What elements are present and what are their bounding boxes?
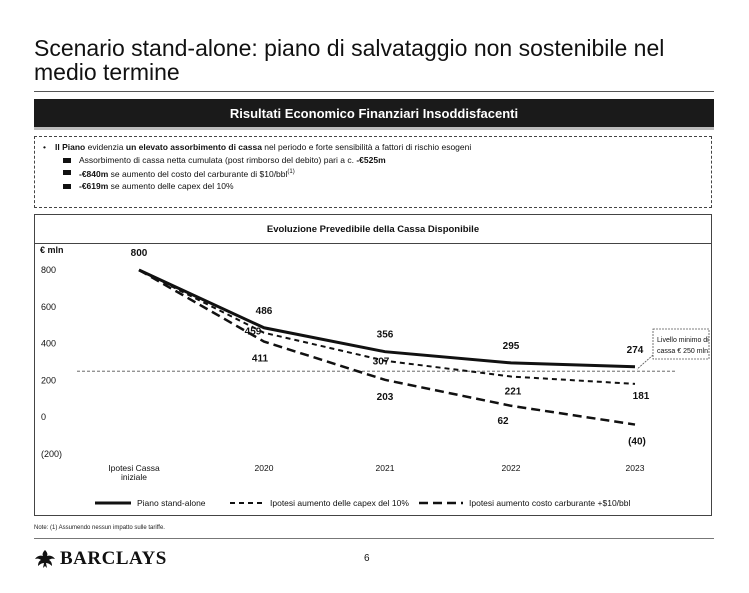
chart-panel: [34, 214, 712, 516]
sub-bullet: -€619m se aumento delle capex del 10%: [43, 180, 711, 193]
callout-pointer: [637, 355, 653, 369]
legend-label: Ipotesi aumento costo carburante +$10/bbl: [469, 498, 631, 508]
threshold-label: cassa € 250 mln: [657, 348, 708, 355]
barclays-logo: [34, 548, 167, 570]
data-label: 62: [497, 415, 509, 427]
x-tick-label: 2023: [625, 463, 645, 473]
footnote: Note: (1) Assumendo nessun impatto sulle tariffe.: [34, 525, 165, 531]
data-label: 800: [130, 248, 148, 259]
square-bullet-icon: [63, 184, 71, 189]
banner-text: Risultati Economico Finanziari Insoddisfacenti: [229, 105, 519, 121]
y-tick-label: (200): [41, 449, 63, 459]
section-banner: [34, 99, 714, 130]
page-number: 6: [364, 553, 370, 564]
main-bullet-mid: evidenzia: [85, 142, 126, 152]
sub-bullet: -€840m se aumento del costo del carburante di $10/bbl$^{(1)}$: [43, 166, 711, 180]
footer-divider: [34, 538, 714, 539]
y-tick-label: 400: [41, 338, 57, 349]
cash-evolution-chart: [35, 215, 713, 517]
main-bullet-bold: un elevato assorbimento di cassa: [125, 142, 262, 152]
data-label: 486: [255, 305, 273, 317]
y-tick-label: 0: [41, 412, 47, 423]
slide-title: Scenario stand-alone: piano di salvataggio non sostenibile nel medio termine: [34, 35, 665, 85]
data-label: 295: [502, 340, 520, 352]
x-tick-label: 2022: [501, 463, 521, 473]
x-tick-label: Ipotesi Cassa: [108, 463, 160, 473]
data-label: 356: [376, 329, 394, 341]
y-axis-label: € mln: [40, 245, 64, 255]
x-tick-label: iniziale: [121, 472, 147, 482]
legend-label: Piano stand-alone: [137, 498, 206, 508]
sub-bullet: Assorbimento di cassa netta cumulata (post rimborso del debito) pari a c. -€525m: [43, 154, 711, 167]
data-label: 411: [251, 353, 269, 365]
main-bullet-rest: nel periodo e forte sensibilità a fattori di rischio esogeni: [261, 142, 472, 152]
y-tick-label: 200: [41, 375, 57, 386]
legend-label: Ipotesi aumento delle capex del 10%: [270, 498, 409, 508]
threshold-label: Livello minimo di: [657, 337, 709, 344]
y-tick-label: 800: [41, 265, 57, 275]
data-label: 221: [504, 386, 522, 398]
x-tick-label: 2020: [254, 463, 274, 473]
key-points-box: [34, 136, 712, 208]
data-label: 203: [376, 391, 394, 403]
series-line-1: [139, 270, 635, 367]
main-bullet-prefix: Il Piano: [55, 142, 86, 152]
title-divider: [34, 91, 714, 92]
square-bullet-icon: [63, 158, 71, 163]
x-tick-label: 2021: [375, 463, 395, 473]
bullet-dot-icon: •: [43, 142, 46, 152]
data-label: 274: [626, 344, 644, 356]
data-label: (40): [628, 436, 646, 448]
data-label: 459: [244, 326, 262, 338]
y-tick-label: 600: [41, 301, 57, 312]
main-bullet: [43, 141, 711, 154]
data-label: 307: [372, 356, 390, 368]
eagle-icon: [34, 548, 56, 570]
chart-title: Evoluzione Prevedibile della Cassa Disponibile: [35, 215, 711, 244]
logo-wordmark: BARCLAYS: [60, 548, 167, 569]
data-label: 181: [632, 390, 650, 402]
square-bullet-icon: [63, 170, 71, 175]
